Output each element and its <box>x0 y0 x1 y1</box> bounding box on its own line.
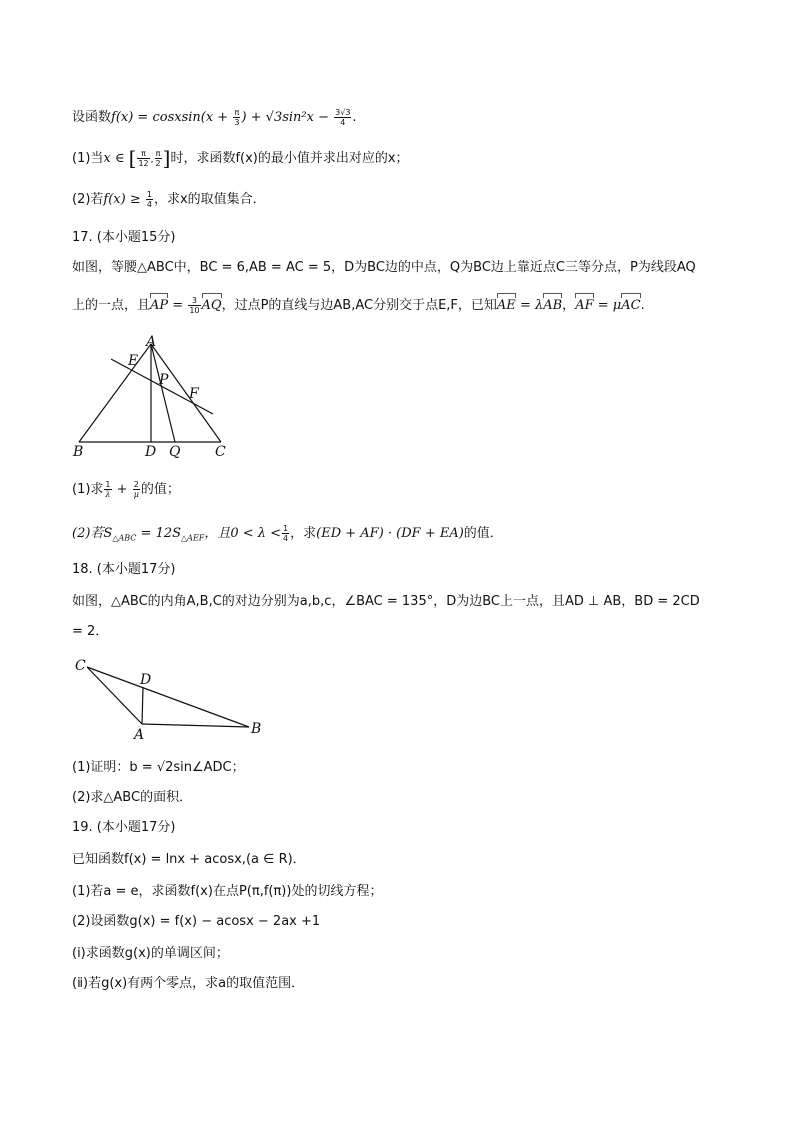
p16-stem-mid: ) + √3sin²x − <box>241 110 329 125</box>
p16-stem <box>72 108 357 128</box>
p17-q1-prefix: (1)求 <box>72 482 104 497</box>
p16-frac-pi3 <box>233 108 240 127</box>
p17-l2-eq: = <box>168 298 188 313</box>
p16-q1: (1)当x ∈ [ $\frac{\pi}{12}$ , $\frac{\pi}{2}$ ]时，求函数f(x)的最小值并求出对应的x； <box>72 146 409 170</box>
frac-num: 3√3 <box>335 108 351 117</box>
vec-ac: AC <box>621 296 640 316</box>
frac-den: μ <box>133 490 139 499</box>
p16-q2-frac <box>146 190 153 209</box>
p16-frac-3r3-4 <box>334 108 351 127</box>
label-p: P <box>159 372 169 388</box>
p16-q1-frac2 <box>155 149 162 168</box>
frac-den: 2 <box>155 159 161 168</box>
label-e: E <box>128 353 139 369</box>
p16-q2 <box>72 190 266 210</box>
p17-l2-a: 上的一点，且 <box>72 298 151 313</box>
label-c: C <box>75 658 86 674</box>
segment-ab <box>142 724 249 727</box>
p17-stem-line2 <box>72 296 645 316</box>
p17-l2-e: = μ <box>593 298 622 313</box>
p16-q2-suffix: ，求x的取值集合． <box>153 192 266 207</box>
p17-l2-b: ，过点P的直线与边AB,AC分别交于点E,F，已知 <box>221 298 497 313</box>
frac-den: 4 <box>283 534 289 543</box>
frac-den: 3 <box>234 118 240 127</box>
p18-stem-line2: = 2． <box>72 624 109 639</box>
p19-header: 19. (本小题17分) <box>72 820 176 835</box>
p17-l2-d: ， <box>562 298 576 313</box>
p17-q2-b: = 12S <box>136 526 182 541</box>
segment-aq <box>151 344 175 442</box>
p17-l2-f: . <box>640 298 645 313</box>
p17-stem-line1: 如图，等腰△ABC中，BC = 6,AB = AC = 5，D为BC边的中点，Q为BC边上靠近点C三等分点，P为线段AQ <box>72 260 696 275</box>
frac-den: 12 <box>138 159 149 168</box>
label-b: B <box>251 721 262 737</box>
p18-header: 18. (本小题17分) <box>72 562 176 577</box>
p18-q2: (2)求△ABC的面积． <box>72 790 193 805</box>
segment-ab <box>79 344 151 442</box>
p16-q1-suffix: 时，求函数f(x)的最小值并求出对应的x； <box>170 151 409 166</box>
p17-frac-3-10 <box>188 296 200 315</box>
vec-af: AF <box>575 296 593 316</box>
p16-stem-end: . <box>352 110 357 125</box>
p19-q2i: (ⅰ)求函数g(x)的单调区间； <box>72 946 229 961</box>
p16-stem-prefix: 设函数 <box>72 110 112 125</box>
p16-q2-prefix: (2)若 <box>72 192 104 207</box>
frac-num: π <box>155 149 161 158</box>
label-f: F <box>189 386 199 402</box>
p16-q2-fx: f(x) ≥ <box>103 192 141 207</box>
p17-q2-sub1: △ABC <box>112 533 137 543</box>
frac-2-mu <box>133 480 140 499</box>
p17-l2-c: = λ <box>515 298 544 313</box>
frac-num: 1 <box>283 524 289 533</box>
p16-q1-frac1 <box>137 149 149 168</box>
label-d: D <box>145 444 157 460</box>
p17-q1 <box>72 480 180 500</box>
right-bracket: ] <box>162 146 171 170</box>
p17-q1-suffix: 的值； <box>140 482 180 497</box>
frac-den: 4 <box>146 200 152 209</box>
p19-q1: (1)若a = e，求函数f(x)在点P(π,f(π))处的切线方程； <box>72 884 383 899</box>
label-a: A <box>146 334 157 350</box>
p17-q2-sub2: △AEF <box>181 533 205 543</box>
frac-den: 10 <box>189 306 200 315</box>
frac-num: 2 <box>133 480 139 489</box>
p17-q2-e: 的值． <box>463 526 503 541</box>
segment-ad <box>142 687 143 724</box>
frac-den: 4 <box>340 118 346 127</box>
p17-header: 17. (本小题15分) <box>72 230 176 245</box>
frac-num: 3 <box>188 296 200 306</box>
frac-den: λ <box>105 490 111 499</box>
p17-triangle-figure <box>68 332 238 462</box>
frac-num: 1 <box>146 190 152 199</box>
vec-ae: AE <box>497 296 516 316</box>
p19-q2ii: (ⅱ)若g(x)有两个零点，求a的取值范围． <box>72 976 305 991</box>
plus: + <box>112 482 132 497</box>
p19-stem: 已知函数f(x) = lnx + acosx,(a ∈ R)． <box>72 852 306 867</box>
p17-q2 <box>72 524 503 549</box>
vec-ab: AB <box>543 296 562 316</box>
p16-q1-prefix: (1)当 <box>72 151 104 166</box>
label-q: Q <box>169 444 181 460</box>
segment-ca <box>87 667 142 724</box>
frac-num: π <box>137 149 149 159</box>
p17-q2-d: ，求 <box>290 526 317 541</box>
frac-1-lambda <box>104 480 111 499</box>
frac-num: 1 <box>105 480 111 489</box>
label-d: D <box>140 672 152 688</box>
vec-ap: AP <box>150 296 168 316</box>
label-b: B <box>73 444 84 460</box>
vec-aq: AQ <box>202 296 222 316</box>
p16-stem-fx: f(x) = cosxsin(x + <box>111 110 229 125</box>
p17-q2-c: ，且0 < λ < <box>204 526 282 541</box>
p18-stem-line1: 如图，△ABC的内角A,B,C的对边分别为a,b,c，∠BAC = 135°，D为边BC上一点，且AD ⊥ AB，BD = 2CD <box>72 594 700 609</box>
left-bracket: [ <box>128 146 137 170</box>
p17-q2-frac <box>282 524 289 543</box>
p17-q2-expr: (ED + AF) · (DF + EA) <box>316 526 464 541</box>
label-c: C <box>215 444 226 460</box>
label-a: A <box>134 727 145 743</box>
segment-ac <box>151 344 221 442</box>
frac-num: π <box>234 108 240 117</box>
p17-q2-a: (2)若S <box>72 526 113 541</box>
p16-q1-x: x ∈ <box>103 151 125 166</box>
p18-triangle-figure <box>70 652 270 744</box>
p19-q2: (2)设函数g(x) = f(x) − acosx − 2ax +1 <box>72 914 321 929</box>
p18-q1: (1)证明：b = √2sin∠ADC； <box>72 760 245 775</box>
segment-cb <box>87 667 249 727</box>
